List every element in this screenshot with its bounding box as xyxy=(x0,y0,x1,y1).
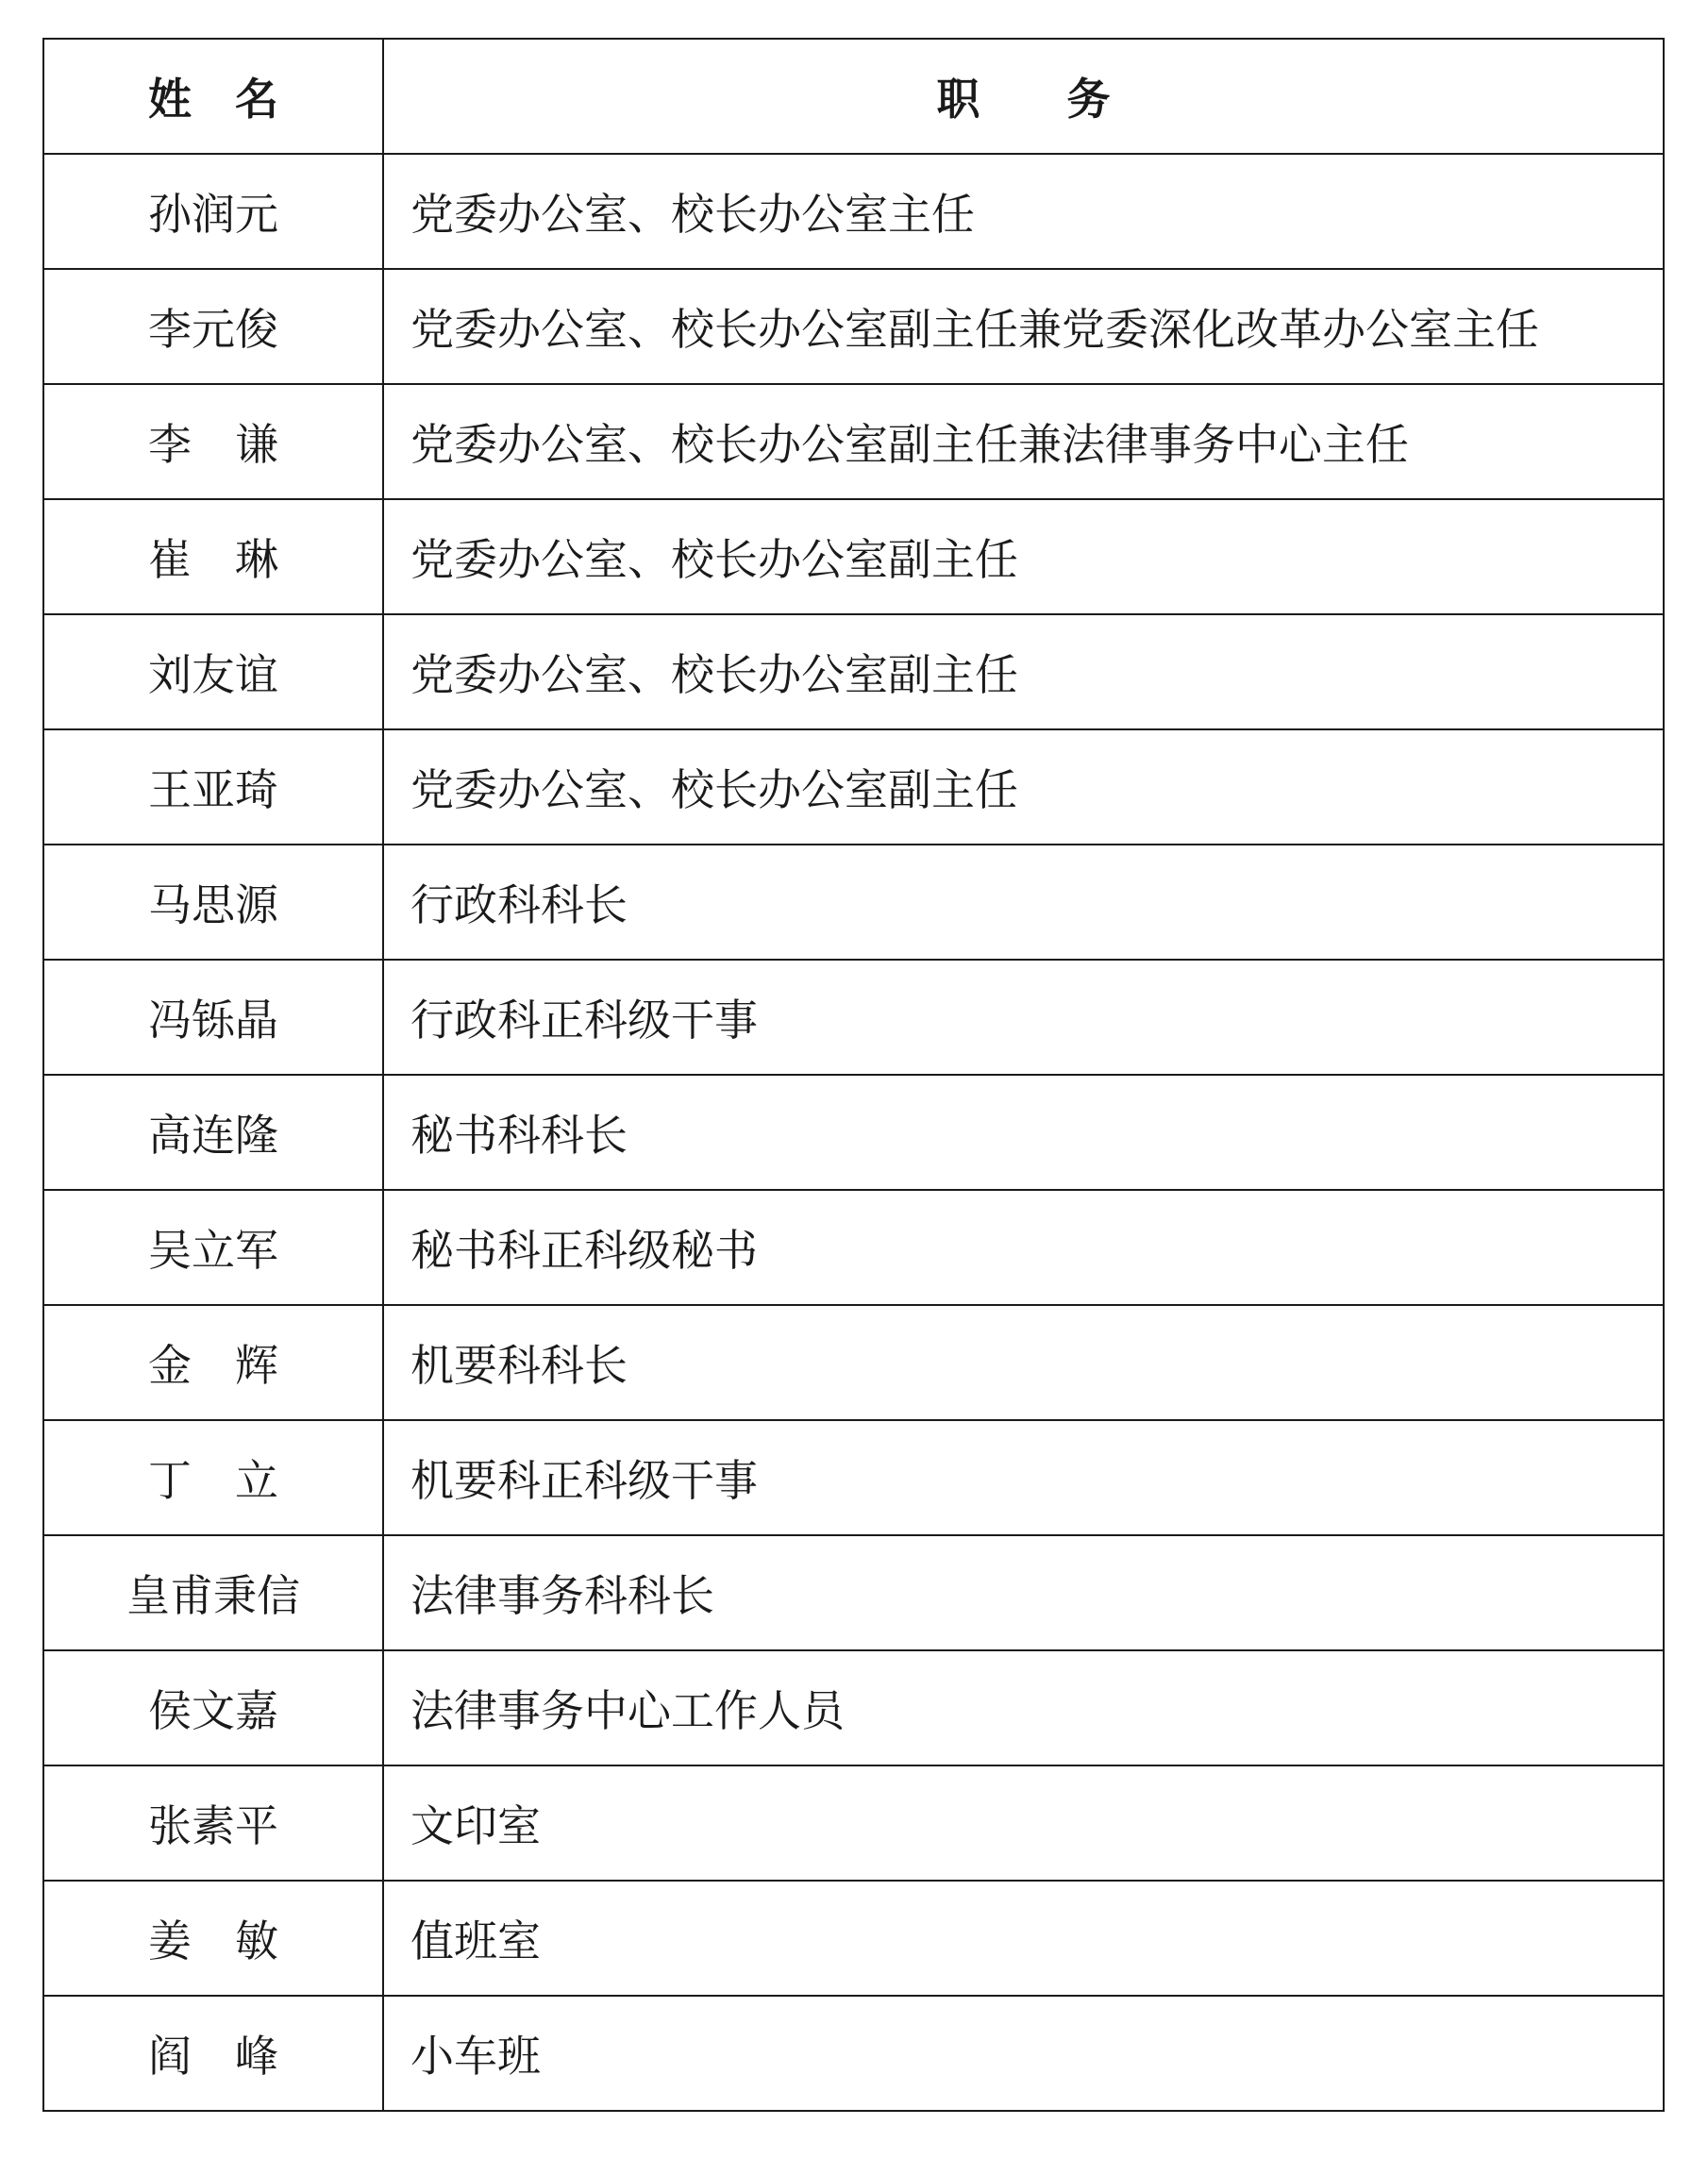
table-row xyxy=(43,384,1664,499)
title-cell: 值班室 xyxy=(383,1881,1664,1996)
name-cell: 崔 琳 xyxy=(43,499,383,614)
table-row xyxy=(43,1535,1664,1650)
title-cell: 文印室 xyxy=(383,1765,1664,1881)
table-row xyxy=(43,269,1664,384)
table-row xyxy=(43,729,1664,845)
title-cell: 党委办公室、校长办公室副主任兼法律事务中心主任 xyxy=(383,384,1664,499)
table-row xyxy=(43,1765,1664,1881)
name-cell: 金 辉 xyxy=(43,1305,383,1420)
title-cell: 党委办公室、校长办公室副主任兼党委深化改革办公室主任 xyxy=(383,269,1664,384)
table-row xyxy=(43,499,1664,614)
table-row xyxy=(43,1996,1664,2111)
table-row xyxy=(43,1881,1664,1996)
title-cell: 法律事务科科长 xyxy=(383,1535,1664,1650)
title-cell: 党委办公室、校长办公室副主任 xyxy=(383,729,1664,845)
title-cell: 机要科科长 xyxy=(383,1305,1664,1420)
staff-table xyxy=(42,38,1665,2112)
title-cell: 机要科正科级干事 xyxy=(383,1420,1664,1535)
name-cell: 姜 敏 xyxy=(43,1881,383,1996)
name-cell: 阎 峰 xyxy=(43,1996,383,2111)
table-row xyxy=(43,845,1664,960)
name-cell: 孙润元 xyxy=(43,154,383,269)
table-row xyxy=(43,1650,1664,1765)
table-row xyxy=(43,1075,1664,1190)
title-cell: 党委办公室、校长办公室主任 xyxy=(383,154,1664,269)
title-cell: 秘书科科长 xyxy=(383,1075,1664,1190)
table-row xyxy=(43,1305,1664,1420)
title-cell: 小车班 xyxy=(383,1996,1664,2111)
title-cell: 行政科科长 xyxy=(383,845,1664,960)
table-row xyxy=(43,960,1664,1075)
name-cell: 马思源 xyxy=(43,845,383,960)
table-header-row xyxy=(43,39,1664,154)
header-title: 职 务 xyxy=(383,39,1664,154)
name-cell: 高连隆 xyxy=(43,1075,383,1190)
name-cell: 丁 立 xyxy=(43,1420,383,1535)
title-cell: 行政科正科级干事 xyxy=(383,960,1664,1075)
name-cell: 冯铄晶 xyxy=(43,960,383,1075)
name-cell: 侯文嘉 xyxy=(43,1650,383,1765)
name-cell: 皇甫秉信 xyxy=(43,1535,383,1650)
table-row xyxy=(43,154,1664,269)
name-cell: 李 谦 xyxy=(43,384,383,499)
name-cell: 吴立军 xyxy=(43,1190,383,1305)
title-cell: 法律事务中心工作人员 xyxy=(383,1650,1664,1765)
title-cell: 秘书科正科级秘书 xyxy=(383,1190,1664,1305)
name-cell: 刘友谊 xyxy=(43,614,383,729)
header-name: 姓 名 xyxy=(43,39,383,154)
name-cell: 李元俊 xyxy=(43,269,383,384)
name-cell: 张素平 xyxy=(43,1765,383,1881)
table-row xyxy=(43,1420,1664,1535)
name-cell: 王亚琦 xyxy=(43,729,383,845)
table-row xyxy=(43,1190,1664,1305)
title-cell: 党委办公室、校长办公室副主任 xyxy=(383,614,1664,729)
title-cell: 党委办公室、校长办公室副主任 xyxy=(383,499,1664,614)
table-row xyxy=(43,614,1664,729)
